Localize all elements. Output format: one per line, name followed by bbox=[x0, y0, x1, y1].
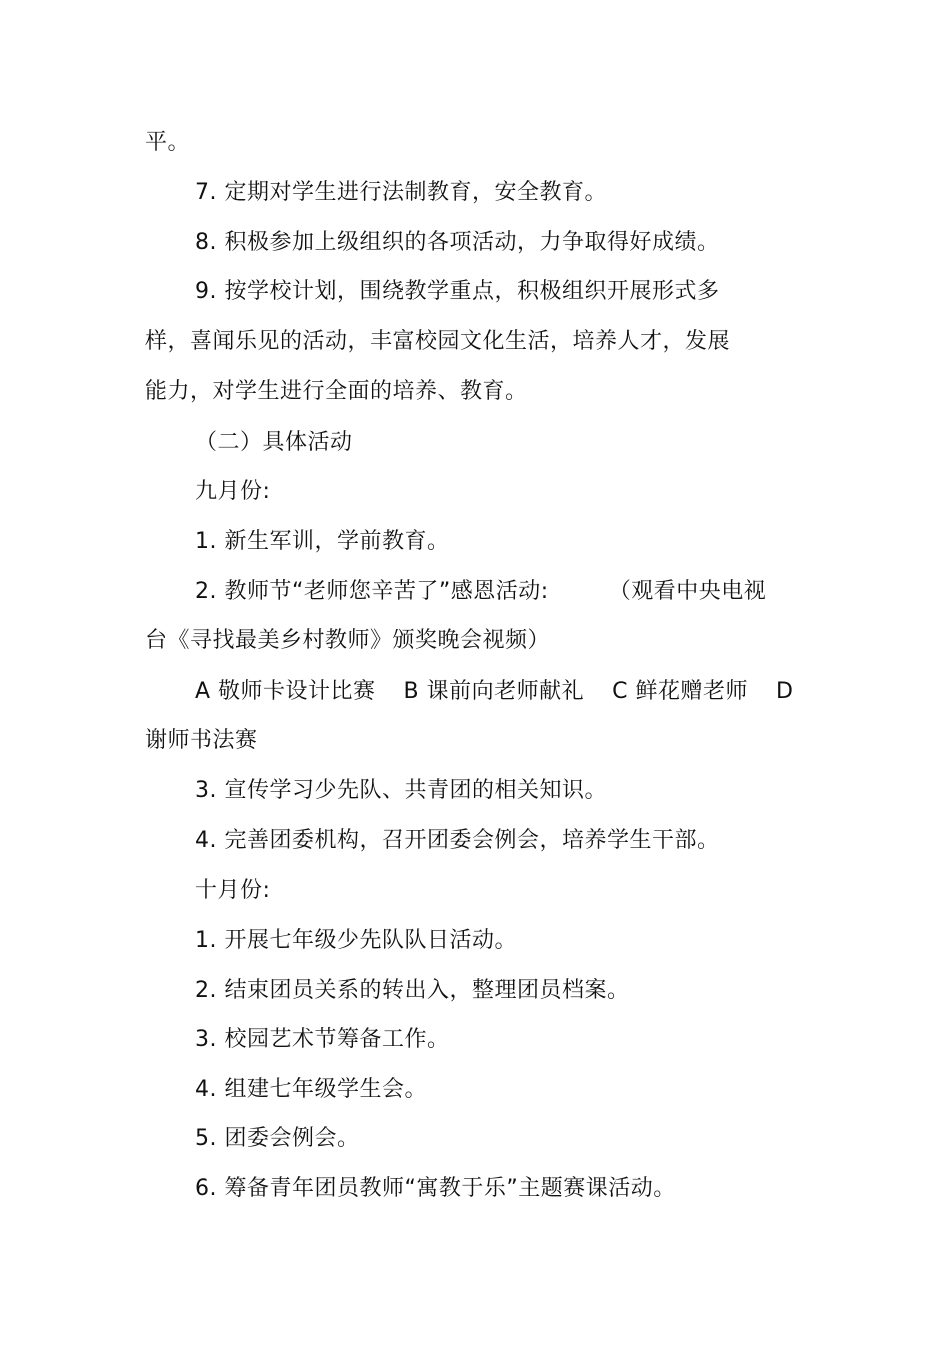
list-item: 2. 结束团员关系的转出入，整理团员档案。 bbox=[195, 978, 630, 1003]
list-item-text: 2. 教师节“老师您辛苦了”感恩活动: bbox=[195, 579, 549, 604]
options-line bbox=[195, 677, 793, 707]
list-item bbox=[195, 577, 766, 607]
list-item: 8. 积极参加上级组织的各项活动，力争取得好成绩。 bbox=[195, 230, 720, 255]
section-heading: （二）具体活动 bbox=[195, 430, 353, 455]
list-item: 1. 新生军训，学前教育。 bbox=[195, 529, 450, 554]
text-line: 谢师书法赛 bbox=[145, 728, 258, 753]
text-line: 平。 bbox=[145, 130, 191, 155]
list-item: 9. 按学校计划，围绕教学重点，积极组织开展形式多 bbox=[195, 279, 720, 304]
list-item: 3. 宣传学习少先队、共青团的相关知识。 bbox=[195, 778, 607, 803]
list-item: 6. 筹备青年团员教师“寓教于乐”主题赛课活动。 bbox=[195, 1176, 676, 1201]
text-line: 台《寻找最美乡村教师》颁奖晚会视频） bbox=[145, 628, 551, 653]
month-heading: 九月份: bbox=[195, 479, 271, 504]
text-line: 能力，对学生进行全面的培养、教育。 bbox=[145, 379, 528, 404]
month-heading: 十月份: bbox=[195, 878, 271, 903]
list-item: 7. 定期对学生进行法制教育，安全教育。 bbox=[195, 180, 607, 205]
text-line: 样，喜闻乐见的活动，丰富校园文化生活，培养人才，发展 bbox=[145, 329, 731, 354]
option-d: D bbox=[776, 679, 794, 704]
list-item: 5. 团委会例会。 bbox=[195, 1126, 360, 1151]
option-c: C 鲜花赠老师 bbox=[612, 679, 748, 704]
list-item: 4. 完善团委机构，召开团委会例会，培养学生干部。 bbox=[195, 828, 720, 853]
list-item: 4. 组建七年级学生会。 bbox=[195, 1077, 427, 1102]
option-b: B 课前向老师献礼 bbox=[403, 679, 585, 704]
option-a: A 敬师卡设计比赛 bbox=[195, 679, 376, 704]
list-item: 1. 开展七年级少先队队日活动。 bbox=[195, 928, 517, 953]
list-item: 3. 校园艺术节筹备工作。 bbox=[195, 1027, 450, 1052]
list-item-note: （观看中央电视 bbox=[608, 579, 767, 604]
